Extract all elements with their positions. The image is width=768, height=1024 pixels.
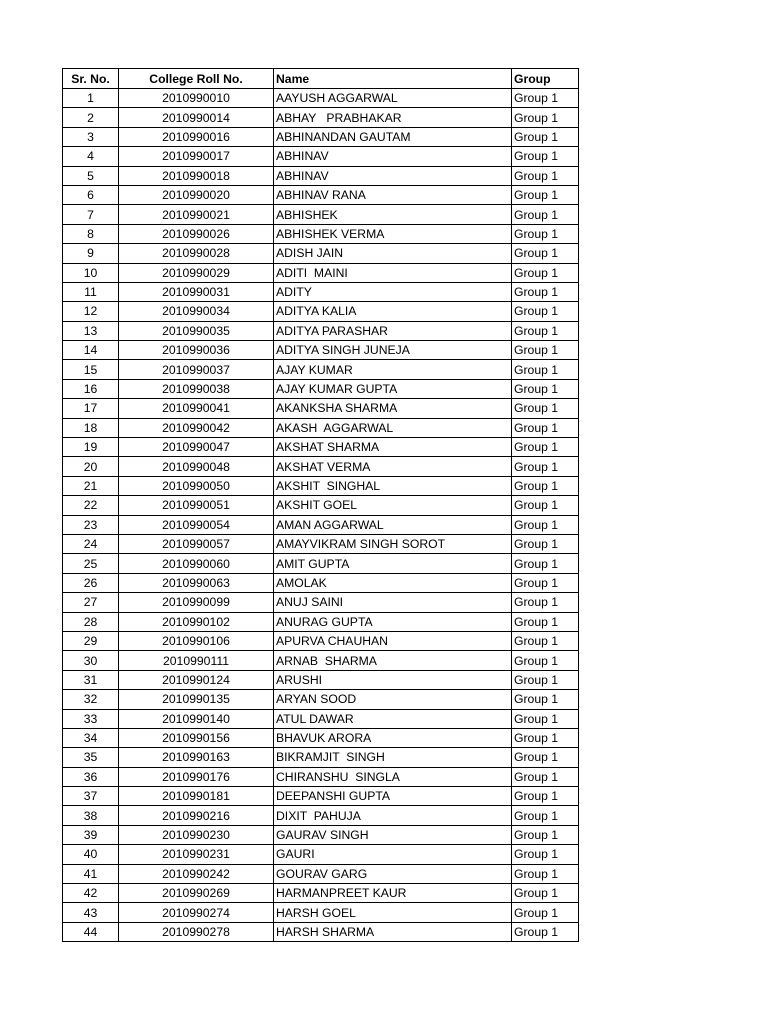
table-row bbox=[63, 457, 579, 476]
cell-group: Group 1 bbox=[512, 690, 579, 709]
cell-group: Group 1 bbox=[512, 651, 579, 670]
cell-group: Group 1 bbox=[512, 806, 579, 825]
cell-group: Group 1 bbox=[512, 457, 579, 476]
cell-college-roll-no: 2010990017 bbox=[119, 147, 274, 166]
table-row bbox=[63, 185, 579, 204]
cell-sr-no: 19 bbox=[63, 438, 119, 457]
cell-sr-no: 32 bbox=[63, 690, 119, 709]
table-row bbox=[63, 127, 579, 146]
table-row bbox=[63, 166, 579, 185]
table-row bbox=[63, 438, 579, 457]
cell-name: ADITYA SINGH JUNEJA bbox=[274, 341, 512, 360]
cell-college-roll-no: 2010990054 bbox=[119, 515, 274, 534]
table-row bbox=[63, 321, 579, 340]
cell-group: Group 1 bbox=[512, 185, 579, 204]
cell-college-roll-no: 2010990216 bbox=[119, 806, 274, 825]
table-row bbox=[63, 709, 579, 728]
cell-college-roll-no: 2010990051 bbox=[119, 496, 274, 515]
cell-group: Group 1 bbox=[512, 884, 579, 903]
cell-name: ABHINAV bbox=[274, 166, 512, 185]
table-row bbox=[63, 864, 579, 883]
cell-name: ADITYA KALIA bbox=[274, 302, 512, 321]
cell-college-roll-no: 2010990111 bbox=[119, 651, 274, 670]
cell-sr-no: 11 bbox=[63, 282, 119, 301]
cell-sr-no: 21 bbox=[63, 476, 119, 495]
table-row bbox=[63, 670, 579, 689]
table-row bbox=[63, 690, 579, 709]
cell-name: AAYUSH AGGARWAL bbox=[274, 89, 512, 108]
cell-college-roll-no: 2010990050 bbox=[119, 476, 274, 495]
cell-group: Group 1 bbox=[512, 399, 579, 418]
cell-sr-no: 29 bbox=[63, 631, 119, 650]
cell-group: Group 1 bbox=[512, 825, 579, 844]
header-name: Name bbox=[274, 69, 512, 89]
cell-name: ARUSHI bbox=[274, 670, 512, 689]
cell-group: Group 1 bbox=[512, 263, 579, 282]
cell-sr-no: 10 bbox=[63, 263, 119, 282]
cell-group: Group 1 bbox=[512, 360, 579, 379]
cell-college-roll-no: 2010990041 bbox=[119, 399, 274, 418]
cell-group: Group 1 bbox=[512, 534, 579, 553]
cell-name: AKANKSHA SHARMA bbox=[274, 399, 512, 418]
cell-group: Group 1 bbox=[512, 903, 579, 922]
cell-group: Group 1 bbox=[512, 379, 579, 398]
cell-group: Group 1 bbox=[512, 108, 579, 127]
cell-name: ADITYA PARASHAR bbox=[274, 321, 512, 340]
header-college-roll-no: College Roll No. bbox=[119, 69, 274, 89]
cell-college-roll-no: 2010990242 bbox=[119, 864, 274, 883]
table-row bbox=[63, 263, 579, 282]
cell-name: HARMANPREET KAUR bbox=[274, 884, 512, 903]
table-row bbox=[63, 554, 579, 573]
cell-sr-no: 7 bbox=[63, 205, 119, 224]
cell-college-roll-no: 2010990029 bbox=[119, 263, 274, 282]
cell-group: Group 1 bbox=[512, 728, 579, 747]
cell-college-roll-no: 2010990124 bbox=[119, 670, 274, 689]
cell-group: Group 1 bbox=[512, 244, 579, 263]
cell-college-roll-no: 2010990037 bbox=[119, 360, 274, 379]
cell-group: Group 1 bbox=[512, 515, 579, 534]
cell-sr-no: 15 bbox=[63, 360, 119, 379]
cell-name: ABHISHEK VERMA bbox=[274, 224, 512, 243]
table-row bbox=[63, 205, 579, 224]
cell-college-roll-no: 2010990021 bbox=[119, 205, 274, 224]
cell-name: ATUL DAWAR bbox=[274, 709, 512, 728]
cell-college-roll-no: 2010990026 bbox=[119, 224, 274, 243]
cell-college-roll-no: 2010990010 bbox=[119, 89, 274, 108]
table-row bbox=[63, 379, 579, 398]
cell-group: Group 1 bbox=[512, 748, 579, 767]
cell-college-roll-no: 2010990035 bbox=[119, 321, 274, 340]
cell-sr-no: 36 bbox=[63, 767, 119, 786]
cell-name: DEEPANSHI GUPTA bbox=[274, 787, 512, 806]
spreadsheet-page bbox=[62, 68, 559, 942]
table-row bbox=[63, 845, 579, 864]
cell-name: GAURI bbox=[274, 845, 512, 864]
cell-college-roll-no: 2010990031 bbox=[119, 282, 274, 301]
table-row bbox=[63, 593, 579, 612]
table-row bbox=[63, 360, 579, 379]
cell-name: ABHINANDAN GAUTAM bbox=[274, 127, 512, 146]
table-row bbox=[63, 767, 579, 786]
cell-group: Group 1 bbox=[512, 593, 579, 612]
cell-college-roll-no: 2010990063 bbox=[119, 573, 274, 592]
table-row bbox=[63, 282, 579, 301]
cell-sr-no: 2 bbox=[63, 108, 119, 127]
cell-sr-no: 33 bbox=[63, 709, 119, 728]
cell-college-roll-no: 2010990018 bbox=[119, 166, 274, 185]
table-row bbox=[63, 496, 579, 515]
cell-college-roll-no: 2010990140 bbox=[119, 709, 274, 728]
table-row bbox=[63, 631, 579, 650]
cell-name: GOURAV GARG bbox=[274, 864, 512, 883]
cell-group: Group 1 bbox=[512, 321, 579, 340]
cell-sr-no: 9 bbox=[63, 244, 119, 263]
cell-college-roll-no: 2010990099 bbox=[119, 593, 274, 612]
cell-sr-no: 39 bbox=[63, 825, 119, 844]
cell-group: Group 1 bbox=[512, 631, 579, 650]
cell-group: Group 1 bbox=[512, 127, 579, 146]
cell-group: Group 1 bbox=[512, 612, 579, 631]
cell-sr-no: 14 bbox=[63, 341, 119, 360]
cell-college-roll-no: 2010990274 bbox=[119, 903, 274, 922]
cell-name: BHAVUK ARORA bbox=[274, 728, 512, 747]
cell-name: HARSH GOEL bbox=[274, 903, 512, 922]
table-row bbox=[63, 418, 579, 437]
table-row bbox=[63, 903, 579, 922]
table-row bbox=[63, 728, 579, 747]
cell-college-roll-no: 2010990163 bbox=[119, 748, 274, 767]
cell-group: Group 1 bbox=[512, 476, 579, 495]
cell-group: Group 1 bbox=[512, 302, 579, 321]
cell-sr-no: 1 bbox=[63, 89, 119, 108]
cell-sr-no: 5 bbox=[63, 166, 119, 185]
cell-college-roll-no: 2010990016 bbox=[119, 127, 274, 146]
cell-name: BIKRAMJIT SINGH bbox=[274, 748, 512, 767]
cell-group: Group 1 bbox=[512, 418, 579, 437]
cell-college-roll-no: 2010990278 bbox=[119, 922, 274, 941]
cell-sr-no: 24 bbox=[63, 534, 119, 553]
cell-sr-no: 4 bbox=[63, 147, 119, 166]
cell-name: CHIRANSHU SINGLA bbox=[274, 767, 512, 786]
table-row bbox=[63, 399, 579, 418]
cell-sr-no: 16 bbox=[63, 379, 119, 398]
cell-name: ABHINAV bbox=[274, 147, 512, 166]
cell-name: ARYAN SOOD bbox=[274, 690, 512, 709]
table-row bbox=[63, 573, 579, 592]
cell-name: AKASH AGGARWAL bbox=[274, 418, 512, 437]
cell-college-roll-no: 2010990014 bbox=[119, 108, 274, 127]
cell-group: Group 1 bbox=[512, 341, 579, 360]
cell-group: Group 1 bbox=[512, 709, 579, 728]
cell-sr-no: 8 bbox=[63, 224, 119, 243]
table-row bbox=[63, 89, 579, 108]
header-row bbox=[63, 69, 579, 89]
cell-college-roll-no: 2010990034 bbox=[119, 302, 274, 321]
cell-name: GAURAV SINGH bbox=[274, 825, 512, 844]
cell-sr-no: 38 bbox=[63, 806, 119, 825]
cell-college-roll-no: 2010990135 bbox=[119, 690, 274, 709]
cell-name: ARNAB SHARMA bbox=[274, 651, 512, 670]
cell-college-roll-no: 2010990060 bbox=[119, 554, 274, 573]
table-row bbox=[63, 922, 579, 941]
table-row bbox=[63, 476, 579, 495]
cell-group: Group 1 bbox=[512, 845, 579, 864]
cell-college-roll-no: 2010990230 bbox=[119, 825, 274, 844]
cell-sr-no: 6 bbox=[63, 185, 119, 204]
table-row bbox=[63, 534, 579, 553]
cell-group: Group 1 bbox=[512, 922, 579, 941]
cell-name: ADITY bbox=[274, 282, 512, 301]
cell-sr-no: 42 bbox=[63, 884, 119, 903]
cell-college-roll-no: 2010990038 bbox=[119, 379, 274, 398]
cell-name: AJAY KUMAR GUPTA bbox=[274, 379, 512, 398]
cell-name: ABHISHEK bbox=[274, 205, 512, 224]
cell-group: Group 1 bbox=[512, 166, 579, 185]
cell-college-roll-no: 2010990269 bbox=[119, 884, 274, 903]
cell-name: AKSHIT SINGHAL bbox=[274, 476, 512, 495]
cell-name: ANURAG GUPTA bbox=[274, 612, 512, 631]
cell-sr-no: 20 bbox=[63, 457, 119, 476]
cell-name: AKSHAT SHARMA bbox=[274, 438, 512, 457]
table-row bbox=[63, 884, 579, 903]
cell-name: AKSHAT VERMA bbox=[274, 457, 512, 476]
cell-sr-no: 23 bbox=[63, 515, 119, 534]
table-row bbox=[63, 787, 579, 806]
cell-group: Group 1 bbox=[512, 496, 579, 515]
cell-college-roll-no: 2010990036 bbox=[119, 341, 274, 360]
cell-sr-no: 26 bbox=[63, 573, 119, 592]
cell-sr-no: 18 bbox=[63, 418, 119, 437]
table-row bbox=[63, 341, 579, 360]
cell-sr-no: 34 bbox=[63, 728, 119, 747]
cell-group: Group 1 bbox=[512, 282, 579, 301]
cell-name: AMAN AGGARWAL bbox=[274, 515, 512, 534]
cell-group: Group 1 bbox=[512, 147, 579, 166]
cell-sr-no: 28 bbox=[63, 612, 119, 631]
cell-group: Group 1 bbox=[512, 554, 579, 573]
cell-name: HARSH SHARMA bbox=[274, 922, 512, 941]
table-header bbox=[63, 69, 579, 89]
cell-sr-no: 41 bbox=[63, 864, 119, 883]
cell-sr-no: 27 bbox=[63, 593, 119, 612]
cell-college-roll-no: 2010990042 bbox=[119, 418, 274, 437]
cell-group: Group 1 bbox=[512, 787, 579, 806]
cell-sr-no: 3 bbox=[63, 127, 119, 146]
cell-college-roll-no: 2010990106 bbox=[119, 631, 274, 650]
cell-name: AMAYVIKRAM SINGH SOROT bbox=[274, 534, 512, 553]
cell-sr-no: 43 bbox=[63, 903, 119, 922]
table-row bbox=[63, 244, 579, 263]
cell-name: ABHINAV RANA bbox=[274, 185, 512, 204]
cell-group: Group 1 bbox=[512, 670, 579, 689]
table-row bbox=[63, 302, 579, 321]
cell-name: ADISH JAIN bbox=[274, 244, 512, 263]
cell-group: Group 1 bbox=[512, 438, 579, 457]
cell-name: ADITI MAINI bbox=[274, 263, 512, 282]
cell-sr-no: 22 bbox=[63, 496, 119, 515]
table-row bbox=[63, 515, 579, 534]
table-row bbox=[63, 651, 579, 670]
cell-college-roll-no: 2010990181 bbox=[119, 787, 274, 806]
cell-college-roll-no: 2010990102 bbox=[119, 612, 274, 631]
cell-sr-no: 13 bbox=[63, 321, 119, 340]
cell-name: AMIT GUPTA bbox=[274, 554, 512, 573]
table-row bbox=[63, 806, 579, 825]
cell-group: Group 1 bbox=[512, 89, 579, 108]
cell-group: Group 1 bbox=[512, 224, 579, 243]
cell-college-roll-no: 2010990028 bbox=[119, 244, 274, 263]
cell-sr-no: 40 bbox=[63, 845, 119, 864]
cell-college-roll-no: 2010990020 bbox=[119, 185, 274, 204]
cell-group: Group 1 bbox=[512, 205, 579, 224]
student-roster-table bbox=[62, 68, 579, 942]
cell-sr-no: 17 bbox=[63, 399, 119, 418]
cell-group: Group 1 bbox=[512, 767, 579, 786]
cell-college-roll-no: 2010990057 bbox=[119, 534, 274, 553]
header-sr-no: Sr. No. bbox=[63, 69, 119, 89]
table-row bbox=[63, 612, 579, 631]
table-row bbox=[63, 825, 579, 844]
table-row bbox=[63, 748, 579, 767]
cell-name: AMOLAK bbox=[274, 573, 512, 592]
cell-name: ABHAY PRABHAKAR bbox=[274, 108, 512, 127]
cell-name: DIXIT PAHUJA bbox=[274, 806, 512, 825]
cell-sr-no: 12 bbox=[63, 302, 119, 321]
cell-college-roll-no: 2010990047 bbox=[119, 438, 274, 457]
cell-name: ANUJ SAINI bbox=[274, 593, 512, 612]
cell-sr-no: 30 bbox=[63, 651, 119, 670]
table-row bbox=[63, 108, 579, 127]
cell-name: APURVA CHAUHAN bbox=[274, 631, 512, 650]
cell-group: Group 1 bbox=[512, 573, 579, 592]
cell-college-roll-no: 2010990156 bbox=[119, 728, 274, 747]
cell-sr-no: 37 bbox=[63, 787, 119, 806]
cell-sr-no: 31 bbox=[63, 670, 119, 689]
cell-sr-no: 44 bbox=[63, 922, 119, 941]
table-row bbox=[63, 147, 579, 166]
cell-group: Group 1 bbox=[512, 864, 579, 883]
cell-name: AJAY KUMAR bbox=[274, 360, 512, 379]
cell-sr-no: 25 bbox=[63, 554, 119, 573]
cell-college-roll-no: 2010990176 bbox=[119, 767, 274, 786]
header-group: Group bbox=[512, 69, 579, 89]
cell-sr-no: 35 bbox=[63, 748, 119, 767]
table-body bbox=[63, 89, 579, 942]
table-row bbox=[63, 224, 579, 243]
cell-college-roll-no: 2010990048 bbox=[119, 457, 274, 476]
cell-name: AKSHIT GOEL bbox=[274, 496, 512, 515]
cell-college-roll-no: 2010990231 bbox=[119, 845, 274, 864]
